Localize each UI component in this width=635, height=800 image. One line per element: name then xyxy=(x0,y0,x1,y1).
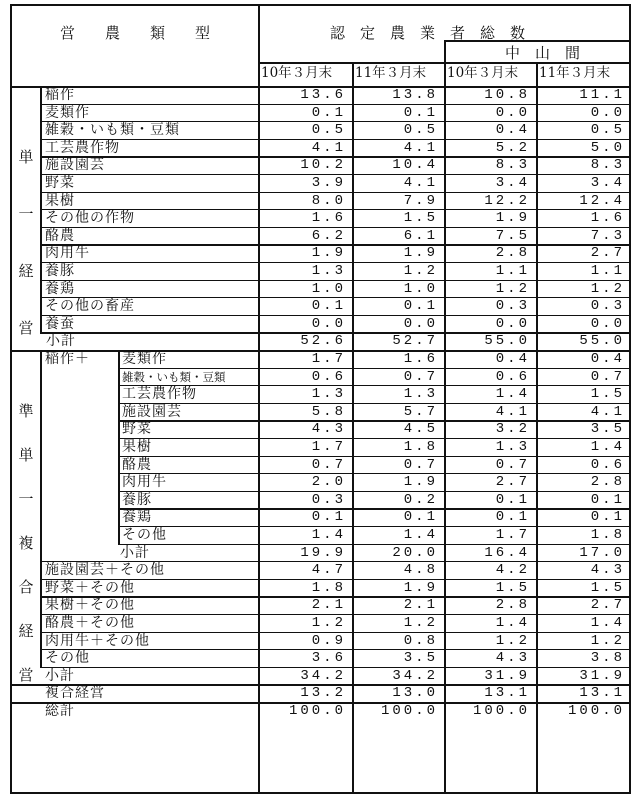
semi-row-value: 4.3 xyxy=(590,562,625,579)
rice-row-value: 0.4 xyxy=(495,351,530,367)
rice-row-value: 4.1 xyxy=(590,403,625,420)
single-row-value: 1.3 xyxy=(311,263,346,279)
grand-total-label: 総計 xyxy=(45,703,75,719)
period-header-1: 11年３月末 xyxy=(355,65,427,81)
single-row-value: 2.8 xyxy=(495,245,530,262)
group-label-single-char: 経 xyxy=(18,262,34,280)
rice-row-value: 3.5 xyxy=(590,421,625,438)
single-row-value: 1.9 xyxy=(403,245,438,262)
rice-row-value: 0.7 xyxy=(311,456,346,473)
rice-row-value: 0.7 xyxy=(403,456,438,473)
subtotal-label: 小計 xyxy=(45,667,75,684)
semi-row-value: 1.8 xyxy=(311,579,346,596)
period-header-0: 10年３月末 xyxy=(261,65,333,81)
rice-row-value: 2.8 xyxy=(590,474,625,491)
single-type-label: 麦類作 xyxy=(45,104,90,121)
group-label-single-char: 単 xyxy=(18,148,34,166)
grid-line xyxy=(40,86,42,332)
semi-type-label: 野菜＋その他 xyxy=(45,579,135,596)
single-row-value: 0.1 xyxy=(311,298,346,315)
single-row-value: 0.0 xyxy=(403,315,438,332)
semi-row-value: 3.5 xyxy=(403,650,438,667)
semi-row-value: 1.5 xyxy=(495,579,530,596)
semi-row-value: 2.7 xyxy=(590,597,625,614)
single-row-value: 0.1 xyxy=(403,104,438,121)
rice-row-value: 17.0 xyxy=(579,544,625,561)
single-row-value: 7.9 xyxy=(403,192,438,209)
single-row-value: 1.2 xyxy=(590,280,625,297)
rice-row-value: 0.4 xyxy=(590,351,625,367)
bottom-row-value: 100.0 xyxy=(472,703,530,719)
single-row-value: 10.8 xyxy=(484,87,530,103)
single-row-value: 1.1 xyxy=(590,263,625,279)
single-row-value: 1.1 xyxy=(495,263,530,279)
rice-row-value: 0.1 xyxy=(495,491,530,508)
single-row-value: 3.4 xyxy=(495,175,530,191)
single-row-value: 0.5 xyxy=(403,122,438,139)
bottom-row-value: 13.1 xyxy=(579,685,625,702)
semi-type-label: その他 xyxy=(45,650,90,667)
rice-combo-label: 果樹 xyxy=(122,439,152,455)
semi-row-value: 31.9 xyxy=(484,667,530,684)
single-type-label: 肉用牛 xyxy=(45,245,90,262)
single-row-value: 0.1 xyxy=(403,298,438,315)
single-type-label: 野菜 xyxy=(45,175,75,191)
semi-row-value: 1.5 xyxy=(590,579,625,596)
single-row-value: 0.0 xyxy=(311,315,346,332)
semi-row-value: 1.2 xyxy=(590,632,625,649)
single-row-value: 1.5 xyxy=(403,210,438,227)
single-row-value: 1.9 xyxy=(495,210,530,227)
rice-row-value: 0.7 xyxy=(495,456,530,473)
rice-row-value: 2.7 xyxy=(495,474,530,491)
single-type-label: 果樹 xyxy=(45,192,75,209)
bottom-row-value: 100.0 xyxy=(288,703,346,719)
single-row-value: 13.6 xyxy=(300,87,346,103)
rice-row-value: 1.9 xyxy=(403,474,438,491)
hilly-mountainous-header: 中 山 間 xyxy=(505,44,581,62)
grid-line xyxy=(40,350,42,667)
single-row-value: 52.7 xyxy=(392,333,438,350)
rice-row-value: 0.6 xyxy=(311,368,346,385)
semi-row-value: 1.2 xyxy=(311,615,346,631)
single-type-label: 養蚕 xyxy=(45,315,75,332)
rice-row-value: 3.2 xyxy=(495,421,530,438)
single-row-value: 7.3 xyxy=(590,227,625,244)
single-row-value: 0.0 xyxy=(590,315,625,332)
single-row-value: 7.5 xyxy=(495,227,530,244)
rice-row-value: 0.1 xyxy=(403,509,438,526)
rice-row-value: 0.7 xyxy=(590,368,625,385)
group-label-single-char: 一 xyxy=(18,205,34,223)
rice-row-value: 0.1 xyxy=(495,509,530,526)
single-row-value: 10.4 xyxy=(392,157,438,174)
semi-row-value: 34.2 xyxy=(392,667,438,684)
single-type-label: 酪農 xyxy=(45,227,75,244)
semi-row-value: 3.8 xyxy=(590,650,625,667)
rice-combo-label: 工芸農作物 xyxy=(122,386,197,403)
semi-row-value: 1.2 xyxy=(495,632,530,649)
single-row-value: 5.2 xyxy=(495,139,530,156)
semi-row-value: 2.1 xyxy=(403,597,438,614)
rice-plus-label: 稲作＋ xyxy=(45,351,90,367)
group-label-semi-char: 営 xyxy=(18,666,34,684)
rice-row-value: 5.7 xyxy=(403,403,438,420)
semi-row-value: 0.9 xyxy=(311,632,346,649)
bottom-row-value: 100.0 xyxy=(567,703,625,719)
rice-row-value: 1.7 xyxy=(311,351,346,367)
rice-combo-label: 養豚 xyxy=(122,491,152,508)
single-type-label: その他の作物 xyxy=(45,210,135,227)
rice-row-value: 0.6 xyxy=(495,368,530,385)
rice-combo-label: その他 xyxy=(122,527,167,543)
period-header-2: 10年３月末 xyxy=(447,65,519,81)
single-row-value: 5.0 xyxy=(590,139,625,156)
rice-row-value: 4.3 xyxy=(311,421,346,438)
rice-row-value: 0.6 xyxy=(590,456,625,473)
single-row-value: 6.1 xyxy=(403,227,438,244)
single-row-value: 0.0 xyxy=(590,104,625,121)
subtotal-label: 小計 xyxy=(46,333,76,350)
single-type-label: 養豚 xyxy=(45,263,75,279)
period-header-3: 11年３月末 xyxy=(539,65,611,81)
group-label-single-char: 営 xyxy=(18,319,34,337)
single-row-value: 13.8 xyxy=(392,87,438,103)
single-row-value: 10.2 xyxy=(300,157,346,174)
composite-management-label: 複合経営 xyxy=(45,685,105,702)
single-type-label: 養鶏 xyxy=(45,280,75,297)
rice-row-value: 0.3 xyxy=(311,491,346,508)
single-row-value: 12.2 xyxy=(484,192,530,209)
single-row-value: 6.2 xyxy=(311,227,346,244)
single-row-value: 8.3 xyxy=(495,157,530,174)
rice-row-value: 2.0 xyxy=(311,474,346,491)
rice-combo-label: 麦類作 xyxy=(122,351,167,367)
rice-row-value: 1.7 xyxy=(311,439,346,455)
farm-type-header: 営 農 類 型 xyxy=(60,24,211,42)
semi-row-value: 1.2 xyxy=(403,615,438,631)
single-row-value: 0.0 xyxy=(495,104,530,121)
rice-combo-label: 野菜 xyxy=(122,421,152,438)
group-label-semi-char: 複 xyxy=(18,534,34,552)
rice-row-value: 0.1 xyxy=(590,509,625,526)
rice-row-value: 1.6 xyxy=(403,351,438,367)
semi-row-value: 1.4 xyxy=(590,615,625,631)
single-row-value: 0.5 xyxy=(590,122,625,139)
single-row-value: 1.0 xyxy=(311,280,346,297)
bottom-row-value: 13.0 xyxy=(392,685,438,702)
semi-row-value: 2.1 xyxy=(311,597,346,614)
single-row-value: 1.6 xyxy=(590,210,625,227)
semi-row-value: 1.4 xyxy=(495,615,530,631)
single-row-value: 52.6 xyxy=(300,333,346,350)
semi-row-value: 31.9 xyxy=(579,667,625,684)
semi-row-value: 34.2 xyxy=(300,667,346,684)
semi-row-value: 1.9 xyxy=(403,579,438,596)
semi-type-label: 施設園芸＋その他 xyxy=(45,562,165,579)
group-label-semi-char: 準 xyxy=(18,402,34,420)
rice-row-value: 1.4 xyxy=(590,439,625,455)
rice-combo-label: 肉用牛 xyxy=(122,474,167,491)
rice-row-value: 0.1 xyxy=(311,509,346,526)
single-row-value: 8.0 xyxy=(311,192,346,209)
single-row-value: 1.6 xyxy=(311,210,346,227)
rice-row-value: 1.8 xyxy=(590,527,625,543)
single-row-value: 0.0 xyxy=(495,315,530,332)
single-row-value: 55.0 xyxy=(579,333,625,350)
rice-row-value: 1.3 xyxy=(311,386,346,403)
single-row-value: 0.1 xyxy=(311,104,346,121)
bottom-row-value: 13.2 xyxy=(300,685,346,702)
single-row-value: 1.2 xyxy=(495,280,530,297)
rice-combo-label: 養鶏 xyxy=(122,509,152,526)
rice-row-value: 4.1 xyxy=(495,403,530,420)
rice-row-value: 5.8 xyxy=(311,403,346,420)
rice-row-value: 1.3 xyxy=(495,439,530,455)
rice-row-value: 1.8 xyxy=(403,439,438,455)
single-row-value: 3.4 xyxy=(590,175,625,191)
single-row-value: 0.4 xyxy=(495,122,530,139)
single-type-label: 雑穀・いも類・豆類 xyxy=(45,122,180,139)
semi-type-label: 果樹＋その他 xyxy=(45,597,135,614)
single-row-value: 0.5 xyxy=(311,122,346,139)
single-type-label: その他の畜産 xyxy=(45,298,135,315)
rice-row-value: 1.4 xyxy=(495,386,530,403)
semi-row-value: 4.8 xyxy=(403,562,438,579)
semi-row-value: 4.2 xyxy=(495,562,530,579)
single-row-value: 12.4 xyxy=(579,192,625,209)
rice-row-value: 0.7 xyxy=(403,368,438,385)
rice-row-value: 1.7 xyxy=(495,527,530,543)
rice-row-value: 19.9 xyxy=(300,544,346,561)
single-type-label: 稲作 xyxy=(45,87,75,103)
rice-row-value: 20.0 xyxy=(392,544,438,561)
group-label-semi-char: 単 xyxy=(18,446,34,464)
semi-row-value: 4.3 xyxy=(495,650,530,667)
rice-row-value: 4.5 xyxy=(403,421,438,438)
single-row-value: 55.0 xyxy=(484,333,530,350)
rice-combo-label: 雑穀・いも類・豆類 xyxy=(122,369,226,384)
group-label-semi-char: 合 xyxy=(18,578,34,596)
semi-row-value: 2.8 xyxy=(495,597,530,614)
rice-combo-label: 酪農 xyxy=(122,456,152,473)
group-label-semi-char: 一 xyxy=(18,490,34,508)
single-type-label: 工芸農作物 xyxy=(45,139,120,156)
semi-row-value: 0.8 xyxy=(403,632,438,649)
bottom-row-value: 100.0 xyxy=(380,703,438,719)
semi-type-label: 肉用牛＋その他 xyxy=(45,632,150,649)
single-row-value: 1.0 xyxy=(403,280,438,297)
certified-farmers-total-header: 認 定 農 業 者 総 数 xyxy=(330,24,526,42)
single-type-label: 施設園芸 xyxy=(45,157,105,174)
single-row-value: 4.1 xyxy=(403,139,438,156)
single-row-value: 0.3 xyxy=(495,298,530,315)
subtotal-label: 小計 xyxy=(120,544,150,561)
grid-line xyxy=(118,350,120,544)
bottom-row-value: 13.1 xyxy=(484,685,530,702)
single-row-value: 0.3 xyxy=(590,298,625,315)
rice-row-value: 1.3 xyxy=(403,386,438,403)
single-row-value: 4.1 xyxy=(403,175,438,191)
rice-row-value: 1.5 xyxy=(590,386,625,403)
rice-combo-label: 施設園芸 xyxy=(122,403,182,420)
single-row-value: 11.1 xyxy=(579,87,625,103)
group-label-semi-char: 経 xyxy=(18,622,34,640)
rice-row-value: 16.4 xyxy=(484,544,530,561)
single-row-value: 1.2 xyxy=(403,263,438,279)
semi-row-value: 4.7 xyxy=(311,562,346,579)
single-row-value: 8.3 xyxy=(590,157,625,174)
semi-type-label: 酪農＋その他 xyxy=(45,615,135,631)
single-row-value: 3.9 xyxy=(311,175,346,191)
semi-row-value: 3.6 xyxy=(311,650,346,667)
rice-row-value: 1.4 xyxy=(403,527,438,543)
single-row-value: 4.1 xyxy=(311,139,346,156)
single-row-value: 2.7 xyxy=(590,245,625,262)
rice-row-value: 0.1 xyxy=(590,491,625,508)
rice-row-value: 1.4 xyxy=(311,527,346,543)
rice-row-value: 0.2 xyxy=(403,491,438,508)
single-row-value: 1.9 xyxy=(311,245,346,262)
